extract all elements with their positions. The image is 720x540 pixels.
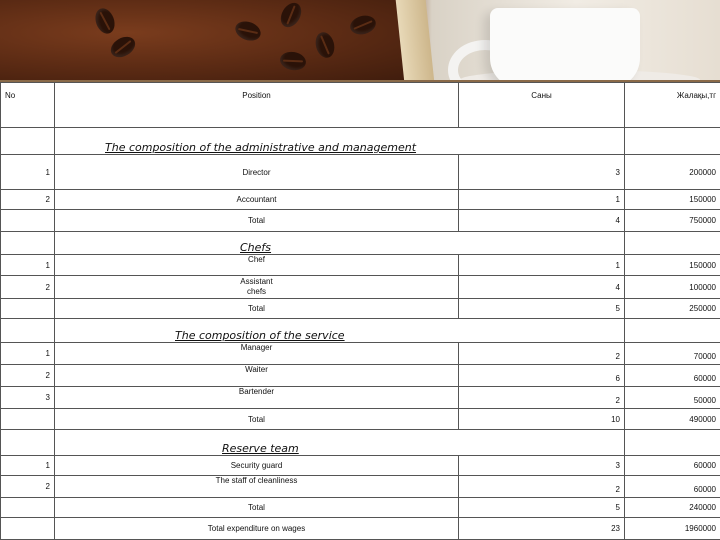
table-row bbox=[1, 155, 720, 190]
empty-cell bbox=[1, 409, 55, 430]
row-position: Waiter bbox=[55, 365, 459, 387]
total-salary: 490000 bbox=[625, 409, 720, 430]
total-row bbox=[1, 409, 720, 430]
coffee-bean-icon bbox=[348, 13, 378, 37]
empty-cell bbox=[625, 319, 720, 343]
coffee-bean-icon bbox=[279, 50, 308, 72]
empty-cell bbox=[1, 518, 55, 540]
row-no: 2 bbox=[1, 365, 55, 387]
total-salary: 250000 bbox=[625, 299, 720, 319]
total-row bbox=[1, 210, 720, 232]
coffee-bean-icon bbox=[313, 30, 337, 60]
row-no: 2 bbox=[1, 276, 55, 299]
table-header-row bbox=[1, 83, 720, 128]
coffee-banner bbox=[0, 0, 720, 82]
row-salary: 60000 bbox=[625, 476, 720, 498]
row-count: 4 bbox=[459, 276, 625, 299]
coffee-bean-icon bbox=[277, 0, 306, 31]
empty-cell bbox=[1, 128, 55, 155]
empty-cell bbox=[1, 210, 55, 232]
table-row bbox=[1, 190, 720, 210]
grand-total-label: Total expenditure on wages bbox=[55, 518, 459, 540]
total-label: Total bbox=[55, 498, 459, 518]
section-title-text: Reserve team bbox=[222, 442, 299, 455]
row-position: Security guard bbox=[55, 456, 459, 476]
row-position: Bartender bbox=[55, 387, 459, 409]
row-salary: 70000 bbox=[625, 343, 720, 365]
table-row bbox=[1, 255, 720, 276]
row-no: 1 bbox=[1, 343, 55, 365]
row-salary: 60000 bbox=[625, 365, 720, 387]
row-no: 2 bbox=[1, 476, 55, 498]
table-row bbox=[1, 343, 720, 365]
row-position: Assistant chefs bbox=[55, 276, 459, 299]
empty-cell bbox=[1, 299, 55, 319]
empty-cell bbox=[1, 319, 55, 343]
row-salary: 150000 bbox=[625, 255, 720, 276]
row-position: Manager bbox=[55, 343, 459, 365]
total-label: Total bbox=[55, 210, 459, 232]
coffee-bean-icon bbox=[107, 33, 139, 62]
table-row bbox=[1, 476, 720, 498]
total-row bbox=[1, 299, 720, 319]
coffee-bean-icon bbox=[233, 18, 264, 44]
total-label: Total bbox=[55, 299, 459, 319]
empty-cell bbox=[625, 232, 720, 255]
row-count: 2 bbox=[459, 343, 625, 365]
row-count: 1 bbox=[459, 190, 625, 210]
section-row bbox=[1, 232, 720, 255]
table-row bbox=[1, 456, 720, 476]
total-count: 4 bbox=[459, 210, 625, 232]
row-position: Accountant bbox=[55, 190, 459, 210]
coffee-bean-icon bbox=[92, 6, 118, 37]
section-row bbox=[1, 128, 720, 155]
row-count: 1 bbox=[459, 255, 625, 276]
row-no: 2 bbox=[1, 190, 55, 210]
section-title bbox=[55, 232, 625, 255]
section-title bbox=[55, 319, 625, 343]
empty-cell bbox=[625, 128, 720, 155]
grand-total-salary: 1960000 bbox=[625, 518, 720, 540]
staff-table bbox=[0, 82, 720, 540]
row-salary: 50000 bbox=[625, 387, 720, 409]
empty-cell bbox=[1, 498, 55, 518]
header-salary: Жалақы,тг bbox=[625, 83, 720, 128]
table-row bbox=[1, 387, 720, 409]
header-position: Position bbox=[55, 83, 459, 128]
row-salary: 100000 bbox=[625, 276, 720, 299]
row-no: 1 bbox=[1, 456, 55, 476]
empty-cell bbox=[1, 430, 55, 456]
section-title-text: The composition of the service bbox=[175, 329, 345, 342]
row-count: 2 bbox=[459, 476, 625, 498]
total-salary: 750000 bbox=[625, 210, 720, 232]
empty-cell bbox=[625, 430, 720, 456]
section-row bbox=[1, 319, 720, 343]
section-title-text: The composition of the administrative and management bbox=[105, 141, 417, 154]
total-count: 10 bbox=[459, 409, 625, 430]
total-label: Total bbox=[55, 409, 459, 430]
section-title bbox=[55, 128, 625, 155]
grand-total-count: 23 bbox=[459, 518, 625, 540]
section-title-text: Chefs bbox=[240, 241, 272, 254]
row-no: 1 bbox=[1, 255, 55, 276]
row-position: Chef bbox=[55, 255, 459, 276]
total-count: 5 bbox=[459, 299, 625, 319]
total-row bbox=[1, 498, 720, 518]
coffee-beans-panel bbox=[0, 0, 425, 82]
row-salary: 150000 bbox=[625, 190, 720, 210]
row-count: 3 bbox=[459, 155, 625, 190]
table-row bbox=[1, 276, 720, 299]
total-salary: 240000 bbox=[625, 498, 720, 518]
row-count: 2 bbox=[459, 387, 625, 409]
row-position: The staff of cleanliness bbox=[55, 476, 459, 498]
empty-cell bbox=[1, 232, 55, 255]
row-position: Director bbox=[55, 155, 459, 190]
header-count: Саны bbox=[459, 83, 625, 128]
row-count: 3 bbox=[459, 456, 625, 476]
section-row bbox=[1, 430, 720, 456]
grand-total-row bbox=[1, 518, 720, 540]
row-no: 1 bbox=[1, 155, 55, 190]
total-count: 5 bbox=[459, 498, 625, 518]
coffee-cup-image bbox=[490, 8, 640, 82]
row-no: 3 bbox=[1, 387, 55, 409]
row-salary: 200000 bbox=[625, 155, 720, 190]
row-salary: 60000 bbox=[625, 456, 720, 476]
section-title bbox=[55, 430, 625, 456]
row-count: 6 bbox=[459, 365, 625, 387]
table-row bbox=[1, 365, 720, 387]
header-no: No bbox=[1, 83, 55, 128]
